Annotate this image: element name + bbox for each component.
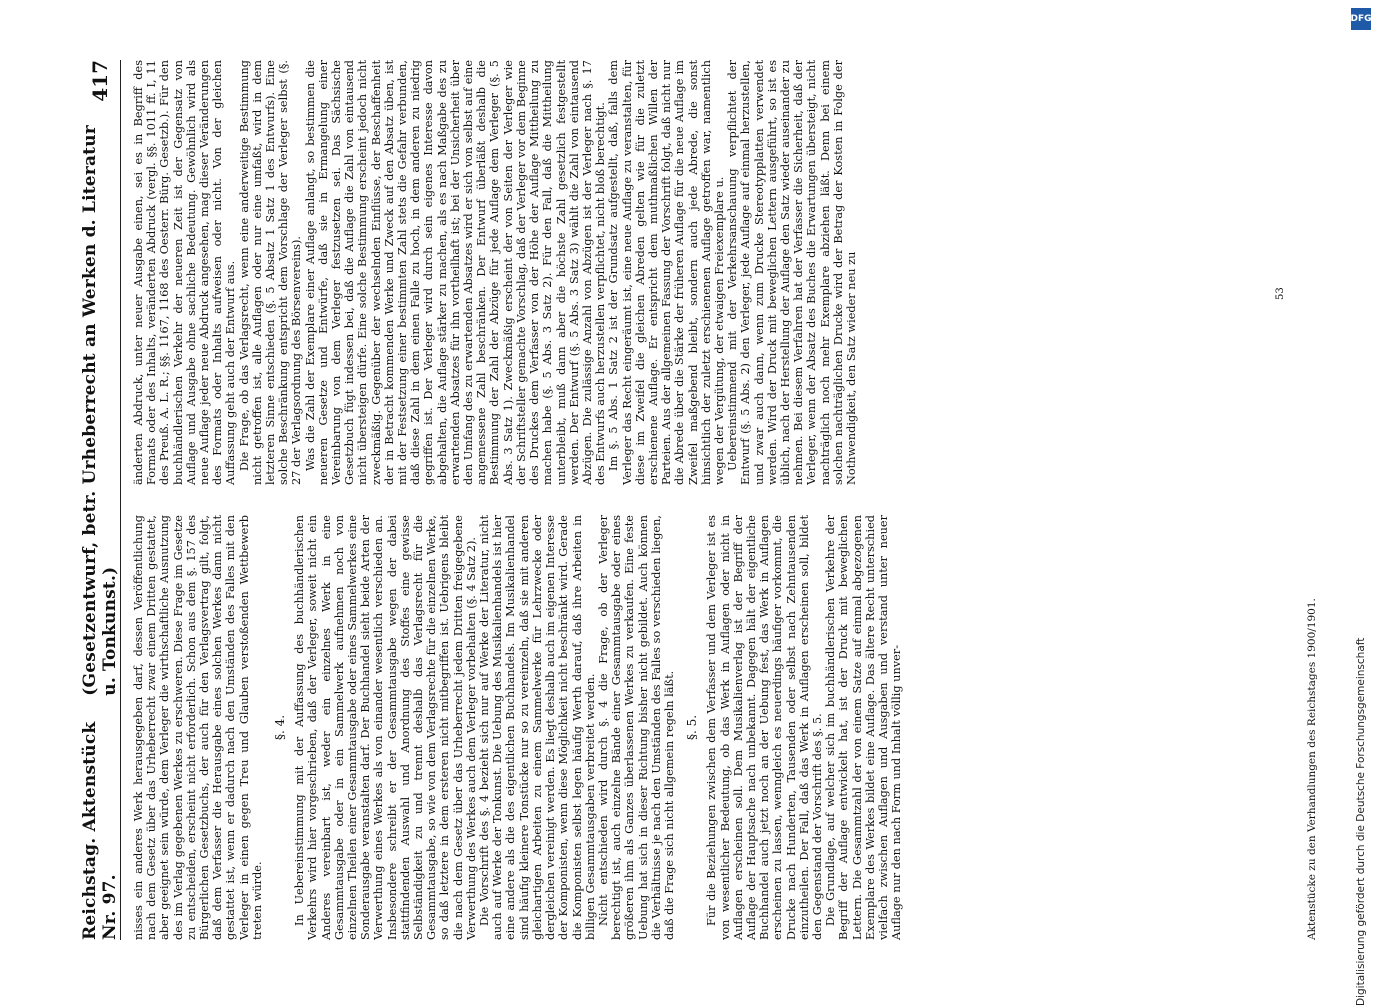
paragraph: Nicht entschieden wird durch §. 4 die Frage, ob der Verleger berechtigt ist, auch einzelne Bände einer Gesammtausgabe oder eines größeren ihm als Ganzes überlassenen Werkes zu verkaufen. Eine feste Uebung hat sich in dieser Richtung bisher nicht gebildet. Auch können die Verhältnisse je nach den Umständen des Falles so verschieden liegen, daß die Frage sich nicht allgemein regeln läßt. — [596, 515, 676, 940]
dfg-logo: DFG — [1351, 8, 1371, 30]
paragraph: änderten Abdruck, unter neuer Ausgabe einen, sei es in Begriff des Formats oder des Inhalts, veränderten Abdruck (vergl. §§. 1011 ff. I, 11 des Preuß. A. L. R.; §§. 1167, 1168 des Oesterr. Bürg. Gesetzb.). Für den buchhändlerischen Verkehr der neueren Zeit ist der Gegensatz von Auflage und Ausgabe ohne sachliche Bedeutung. Gewöhnlich wird als neue Auflage jeder neue Abdruck angesehen, mag dieser Veränderungen des Formats oder Inhalts aufweisen oder nicht. Von der gleichen Auffassung geht auch der Entwurf aus. — [132, 60, 238, 485]
paragraph: Die Frage, ob das Verlagsrecht, wenn eine anderweitige Bestimmung nicht getroffen ist, alle Auflagen oder nur eine umfaßt, wird in dem letzteren Sinne entschieden (§. 5 Absatz 1 Satz 1 des Entwurfs). Eine solche Beschränkung entspricht dem Vorschlage der Verleger selbst (§. 27 der Verlagsordnung des Börsenvereins). — [237, 60, 304, 485]
paragraph: Die Vorschrift des §. 4 bezieht sich nur auf Werke der Literatur, nicht auch auf Werke der Tonkunst. Die Uebung des Musikalienhandels ist hier eine andere als die des eigentlichen Buchhandels. Im Musikalienhandel sind häufig kleinere Tonstücke nur so zu vereinzeln, daß sie mit anderen gleichartigen Arbeiten zu einem Sammelwerke für Lehrzwecke oder dergleichen vereinigt werden. Es liegt deshalb auch im eigenen Interesse der Komponisten, wenn diese Möglichkeit nicht beschränkt wird. Gerade die Komponisten selbst legen häufig Werth darauf, daß ihre Arbeiten in billigen Gesammtausgaben verbreitet werden. — [478, 515, 597, 940]
paragraph: Was die Zahl der Exemplare einer Auflage anlangt, so bestimmen die neueren Gesetze und Entwürfe, daß sie in Ermangelung einer Vereinbarung von dem Verleger festzusetzen sei. Das Sächsische Gesetzbuch fügt indessen bei, daß die Auflage die Zahl von eintausend nicht übersteigen dürfe. Eine solche Bestimmung erscheint jedoch nicht zweckmäßig. Gegenüber der wechselnden Einflüsse, der Beschaffenheit der in Betracht kommenden Werke und Zweck auf den Absatz üben, ist mit der Festsetzung einer bestimmten Zahl stets die Gefahr verbunden, daß diese Zahl in dem einen Falle zu hoch, in dem anderen zu niedrig gegriffen ist. Der Verleger wird durch sein eigenes Interesse davon abgehalten, die Auflage stärker zu machen, als es nach Maßgabe des zu erwartenden Absatzes für ihn vortheilhaft ist; bei der Unsicherheit über den Umfang des zu erwartenden Absatzes wird er sich von selbst auf eine angemessene Zahl beschränken. Der Entwurf überläßt deshalb die Bestimmung der Zahl der Abzüge für jede Auflage dem Verleger (§. 5 Abs. 3 Satz 1). Zweckmäßig erscheint der von Seiten der Verleger wie der Schriftsteller gemachte Vorschlag, daß der Verleger vor dem Beginne des Druckes dem Verfasser von der Höhe der Auflage Mittheilung zu machen habe (§. 5 Abs. 3 Satz 2). Für den Fall, daß die Mittheilung unterbleibt, muß dann aber die höchste Zahl gesetzlich festgestellt werden. Der Entwurf (§. 5 Abs. 3 Satz 3) wählt die Zahl von eintausend Abzügen. Die zulässige Anzahl von Abzügen ist der Verleger nach §. 17 des Entwurfs auch herzustellen verpflichtet, nicht bloß berechtigt. — [303, 60, 608, 485]
paragraph: Für die Beziehungen zwischen dem Verfasser und dem Verleger ist es von wesentlicher Bedeutung, ob das Werk in Auflagen oder nicht in Auflagen erscheinen soll. Dem Musikalienverlag ist der Begriff der Auflage der Hauptsache nach unbekannt. Dagegen hält der eigentliche Buchhandel auch jetzt noch an der Uebung fest, das Werk in Auflagen erscheinen zu lassen, wenngleich es neuerdings häufiger vorkommt, die Drucke nach Hunderten, Tausenden oder selbst nach Zehntausenden einzutheilen. Der Fall, daß das Werk in Auflagen erscheinen soll, bildet den Gegenstand der Vorschrift des §. 5. — [705, 515, 824, 940]
paragraph: Im §. 5 Abs. 1 Satz 2 ist der Grundsatz aufgestellt, daß, falls dem Verleger das Recht eingeräumt ist, eine neue Auflage zu veranstalten, für diese im Zweifel die gleichen Abreden gelten wie für die zuletzt erschienene Auflage. Er entspricht dem muthmaßlichen Willen der Parteien. Aus der allgemeinen Fassung der Vorschrift folgt, daß nicht nur die Abrede über die Stärke der früheren Auflage für die neue Auflage im Zweifel maßgebend bleibt, sondern auch jede Abrede, die sonst hinsichtlich der zuletzt erschienenen Auflage getroffen war, namentlich wegen der Vergütung, der etwaigen Freiexemplare u. — [607, 60, 726, 485]
page-number: 417 — [88, 60, 112, 102]
funding-note: Digitalisierung gefördert durch die Deutsche Forschungsgemeinschaft — [1355, 637, 1367, 1006]
paragraph: Uebereinstimmend mit der Verkehrsanschauung verpflichtet der Entwurf (§. 5 Abs. 2) den Verleger, jede Auflage auf einmal herzustellen, und zwar auch dann, wenn zum Drucke Stereotypplatten verwendet werden. Wird der Druck mit beweglichen Lettern ausgeführt, so ist es üblich, nach der Herstellung der Auflage den Satz wieder auseinander zu nehmen. Bei diesem Verfahren hat der Verfasser die Sicherheit, daß der Verleger, wenn der Absatz des Buches die Erwartungen übersteigt, nicht nachträglich noch mehr Exemplare abziehen läßt. Denn bei einem solchen nachträglichen Drucke wird der Betrag der Kosten in Folge der Nothwendigkeit, den Satz wieder neu zu — [726, 60, 858, 485]
signature-mark: 53 — [1275, 287, 1286, 300]
paragraph: Die Grundlage, auf welcher sich im buchhändlerischen Verkehre der Begriff der Auflage entwickelt hat, ist der Druck mit beweglichen Lettern. Die Gesammtzahl der von einem Satze auf einmal abgezogenen Exemplare des Werkes bildet eine Auflage. Das ältere Recht unterschied vielfach zwischen Auflagen und Ausgaben und verstand unter neuer Auflage nur den nach Form und Inhalt völlig unver- — [824, 515, 904, 940]
header-left: Reichstag. Aktenstück Nr. 97. — [80, 721, 120, 940]
page-header — [80, 60, 121, 940]
footer-source: Aktenstücke zu den Verhandlungen des Reichstages 1900/1901. — [1306, 598, 1318, 940]
paragraph: In Uebereinstimmung mit der Auffassung des buchhändlerischen Verkehrs wird hier vorgeschrieben, daß der Verleger, soweit nicht ein Anderes vereinbart ist, weder ein einzelnes Werk in eine Gesammtausgabe oder in ein Sammelwerk aufnehmen noch von einzelnen Theilen einer Gesammtausgabe oder eines Sammelwerkes eine Sonderausgabe veranstalten darf. Der Buchhandel sieht beide Arten der Verwerthung eines Werkes als von einander wesentlich verschieden an. Insbesondere schreibt er der Gesammtausgabe wegen der dabei stattfindenden Auswahl und Anordnung des Stoffes eine gewisse Selbständigkeit zu und trennt deshalb das Verlagsrecht für die Gesammtausgabe, so wie von dem Verlagsrechte für die einzelnen Werke, so daß letztere in dem ersteren nicht mitbegriffen ist. Uebrigens bleibt die nach dem Gesetz über das Urheberrecht jedem Dritten freigegebene Verwerthung des Werkes auch dem Verleger vorbehalten (§. 4 Satz 2). — [293, 515, 478, 940]
rotated-page-content — [80, 60, 1340, 940]
header-title: (Gesetzentwurf, betr. Urheberrecht an Werken d. Literatur u. Tonkunst.) — [80, 125, 120, 696]
left-column — [132, 515, 903, 940]
section-heading-4: §. 4. — [273, 714, 288, 741]
right-column — [132, 60, 858, 485]
digitization-sidebar — [1349, 0, 1375, 1006]
paragraph: nisses ein anderes Werk herausgegeben darf, dessen Veröffentlichung nach dem Gesetz über das Urheberrecht zwar einem Dritten gestattet, aber geeignet sein würde, dem Verleger die wirthschaftliche Ausnutzung des im Verlag gegebenen Werkes zu erschweren. Diese Frage im Gesetze zu entscheiden, erscheint nicht erforderlich. Schon aus dem §. 157 des Bürgerlichen Gesetzbuchs, der auch für den Verlagsvertrag gilt, folgt, daß dem Verfasser die Herausgabe eines solchen Werkes dann nicht gestattet ist, wenn er dadurch nach den Umständen des Falles mit den Verleger in einen gegen Treu und Glauben verstoßenden Wettbewerb treten würde. — [132, 515, 264, 940]
section-heading-5: §. 5. — [685, 714, 700, 741]
